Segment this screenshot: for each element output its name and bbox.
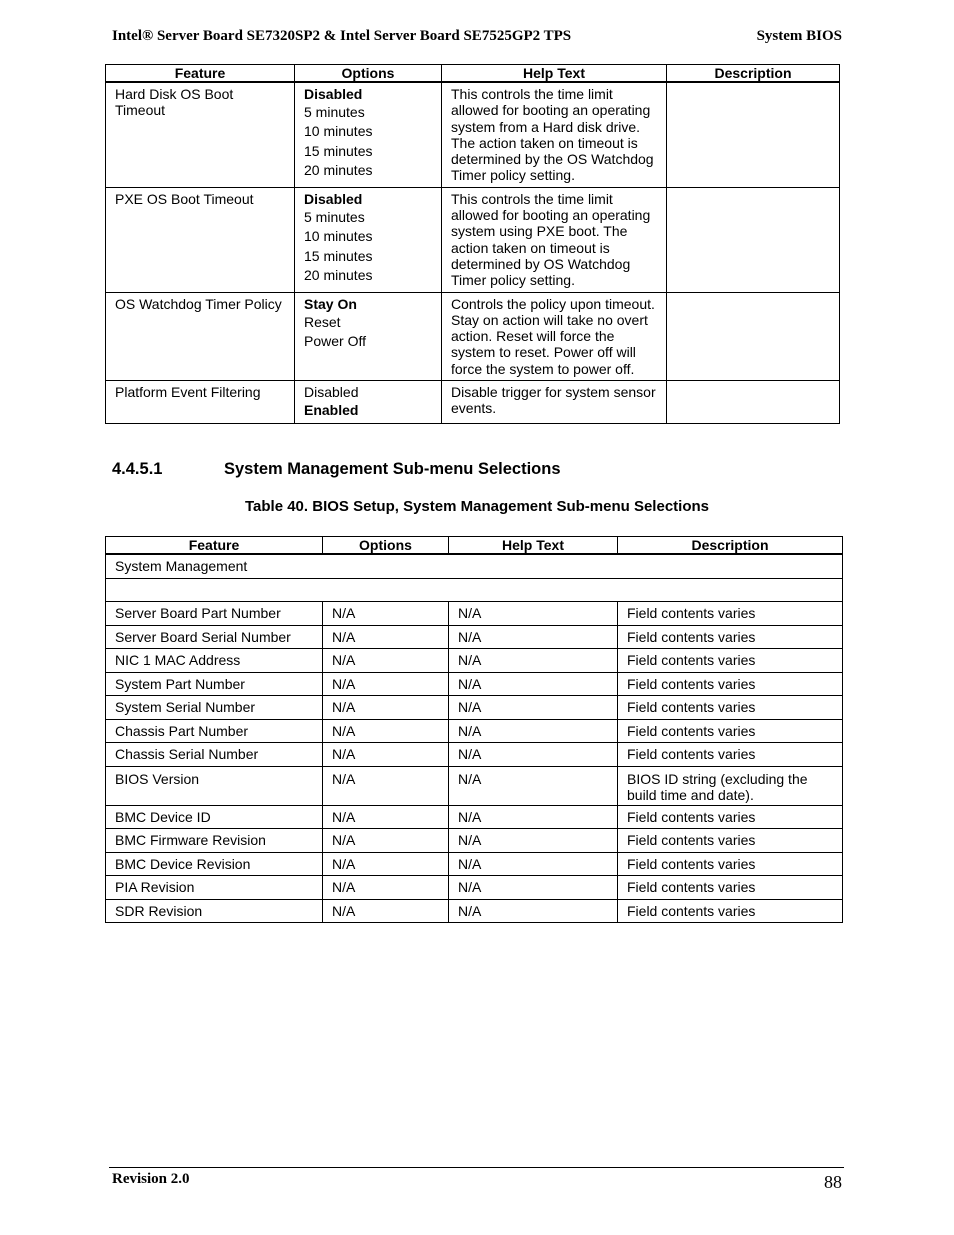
options-cell: N/A bbox=[323, 743, 449, 767]
table-row bbox=[106, 381, 840, 424]
feature-cell: OS Watchdog Timer Policy bbox=[106, 292, 295, 380]
feature-cell: Server Board Part Number bbox=[106, 602, 323, 626]
options-cell: N/A bbox=[323, 602, 449, 626]
system-management-table bbox=[105, 536, 843, 923]
table-row bbox=[106, 672, 843, 696]
feature-cell: System Serial Number bbox=[106, 696, 323, 720]
description-cell: Field contents varies bbox=[618, 649, 843, 673]
option: 20 minutes bbox=[304, 267, 373, 283]
revision-label: Revision 2.0 bbox=[112, 1171, 190, 1187]
document-title: Intel® Server Board SE7320SP2 & Intel Server Board SE7525GP2 TPS bbox=[112, 28, 572, 44]
feature-cell: Chassis Serial Number bbox=[106, 743, 323, 767]
feature-cell: Platform Event Filtering bbox=[106, 381, 295, 424]
page-number: 88 bbox=[824, 1172, 842, 1192]
help-text-cell: N/A bbox=[449, 805, 618, 829]
table-header-row bbox=[106, 65, 840, 83]
help-text-cell: N/A bbox=[449, 719, 618, 743]
description-cell bbox=[667, 292, 840, 380]
option: Power Off bbox=[304, 332, 366, 349]
column-header-description: Description bbox=[618, 537, 843, 555]
description-cell bbox=[667, 187, 840, 292]
column-header-options: Options bbox=[323, 537, 449, 555]
table-header-row bbox=[106, 537, 843, 555]
description-cell: Field contents varies bbox=[618, 625, 843, 649]
table-row bbox=[106, 187, 840, 292]
options-cell bbox=[295, 82, 442, 187]
bios-options-table bbox=[105, 64, 840, 424]
options-cell: N/A bbox=[323, 805, 449, 829]
help-text-cell: N/A bbox=[449, 649, 618, 673]
option-default: Disabled bbox=[304, 190, 363, 207]
help-text-cell: N/A bbox=[449, 602, 618, 626]
feature-cell: Server Board Serial Number bbox=[106, 625, 323, 649]
help-text-cell: N/A bbox=[449, 899, 618, 923]
help-text-cell: N/A bbox=[449, 829, 618, 853]
help-text-cell: This controls the time limit allowed for booting an operating system using PXE boot. The action taken on timeout is determined by OS Watchdog Timer policy setting. bbox=[442, 187, 667, 292]
feature-cell: SDR Revision bbox=[106, 899, 323, 923]
chapter-title: System BIOS bbox=[756, 28, 842, 44]
table-row bbox=[106, 82, 840, 187]
option: 10 minutes bbox=[304, 123, 373, 140]
description-cell: Field contents varies bbox=[618, 805, 843, 829]
feature-cell: Hard Disk OS Boot Timeout bbox=[106, 82, 295, 187]
description-cell: Field contents varies bbox=[618, 876, 843, 900]
help-text-cell: N/A bbox=[449, 852, 618, 876]
description-cell: Field contents varies bbox=[618, 602, 843, 626]
help-text-cell: N/A bbox=[449, 876, 618, 900]
option: 5 minutes bbox=[304, 104, 365, 120]
description-cell bbox=[667, 82, 840, 187]
spacer-row bbox=[106, 578, 843, 602]
options-cell: N/A bbox=[323, 876, 449, 900]
section-number: 4.4.5.1 bbox=[112, 460, 163, 478]
description-cell: Field contents varies bbox=[618, 899, 843, 923]
table-row bbox=[106, 696, 843, 720]
help-text-cell: Disable trigger for system sensor events. bbox=[442, 381, 667, 424]
table-row bbox=[106, 805, 843, 829]
feature-cell: Chassis Part Number bbox=[106, 719, 323, 743]
option-default: Stay On bbox=[304, 295, 357, 312]
column-header-help-text: Help Text bbox=[449, 537, 618, 555]
options-cell: N/A bbox=[323, 766, 449, 805]
section-title: System Management Sub-menu Selections bbox=[224, 460, 561, 478]
help-text-cell: Controls the policy upon timeout. Stay on action will take no overt action. Reset will force the system to reset. Power off will force the system to power off. bbox=[442, 292, 667, 380]
table-row bbox=[106, 649, 843, 673]
table-row bbox=[106, 829, 843, 853]
help-text-cell: N/A bbox=[449, 743, 618, 767]
table-row bbox=[106, 852, 843, 876]
options-cell bbox=[295, 292, 442, 380]
option: 5 minutes bbox=[304, 208, 365, 225]
group-label: System Management bbox=[106, 554, 843, 578]
option: 15 minutes bbox=[304, 247, 373, 264]
options-cell: N/A bbox=[323, 672, 449, 696]
table-caption: Table 40. BIOS Setup, System Management Sub-menu Selections bbox=[244, 498, 709, 515]
description-cell: Field contents varies bbox=[618, 696, 843, 720]
column-header-options: Options bbox=[295, 65, 442, 83]
description-cell: Field contents varies bbox=[618, 829, 843, 853]
empty-cell bbox=[106, 578, 843, 602]
option: Reset bbox=[304, 313, 341, 330]
options-cell: N/A bbox=[323, 696, 449, 720]
options-cell bbox=[295, 187, 442, 292]
table-row bbox=[106, 602, 843, 626]
section-heading bbox=[112, 460, 561, 479]
table-row bbox=[106, 292, 840, 380]
option: 20 minutes bbox=[304, 162, 373, 179]
option: 15 minutes bbox=[304, 142, 373, 159]
table-row bbox=[106, 743, 843, 767]
description-cell: Field contents varies bbox=[618, 852, 843, 876]
description-cell: Field contents varies bbox=[618, 672, 843, 696]
group-row bbox=[106, 554, 843, 578]
column-header-help-text: Help Text bbox=[442, 65, 667, 83]
feature-cell: BMC Device ID bbox=[106, 805, 323, 829]
help-text-cell: N/A bbox=[449, 696, 618, 720]
description-cell: Field contents varies bbox=[618, 719, 843, 743]
options-cell: N/A bbox=[323, 719, 449, 743]
option: Disabled bbox=[304, 384, 359, 401]
help-text-cell: N/A bbox=[449, 672, 618, 696]
page-header bbox=[112, 28, 842, 48]
options-cell: N/A bbox=[323, 852, 449, 876]
feature-cell: BIOS Version bbox=[106, 766, 323, 805]
option: 10 minutes bbox=[304, 228, 373, 245]
description-cell: BIOS ID string (excluding the build time and date). bbox=[618, 766, 843, 805]
column-header-feature: Feature bbox=[106, 65, 295, 83]
column-header-description: Description bbox=[667, 65, 840, 83]
options-cell: N/A bbox=[323, 649, 449, 673]
option-default: Disabled bbox=[304, 86, 363, 102]
table-row bbox=[106, 766, 843, 805]
description-cell: Field contents varies bbox=[618, 743, 843, 767]
option-default: Enabled bbox=[304, 402, 359, 419]
table-row bbox=[106, 625, 843, 649]
table-row bbox=[106, 719, 843, 743]
feature-cell: NIC 1 MAC Address bbox=[106, 649, 323, 673]
table-row bbox=[106, 899, 843, 923]
feature-cell: BMC Device Revision bbox=[106, 852, 323, 876]
footer-divider bbox=[109, 1167, 844, 1168]
help-text-cell: N/A bbox=[449, 625, 618, 649]
feature-cell: PIA Revision bbox=[106, 876, 323, 900]
feature-cell: PXE OS Boot Timeout bbox=[106, 187, 295, 292]
help-text-cell: N/A bbox=[449, 766, 618, 805]
column-header-feature: Feature bbox=[106, 537, 323, 555]
options-cell: N/A bbox=[323, 625, 449, 649]
options-cell bbox=[295, 381, 442, 424]
feature-cell: System Part Number bbox=[106, 672, 323, 696]
description-cell bbox=[667, 381, 840, 424]
table-row bbox=[106, 876, 843, 900]
options-cell: N/A bbox=[323, 829, 449, 853]
help-text-cell: This controls the time limit allowed for booting an operating system from a Hard disk drive. The action taken on timeout is determined by the OS Watchdog Timer policy setting. bbox=[442, 82, 667, 187]
options-cell: N/A bbox=[323, 899, 449, 923]
feature-cell: BMC Firmware Revision bbox=[106, 829, 323, 853]
